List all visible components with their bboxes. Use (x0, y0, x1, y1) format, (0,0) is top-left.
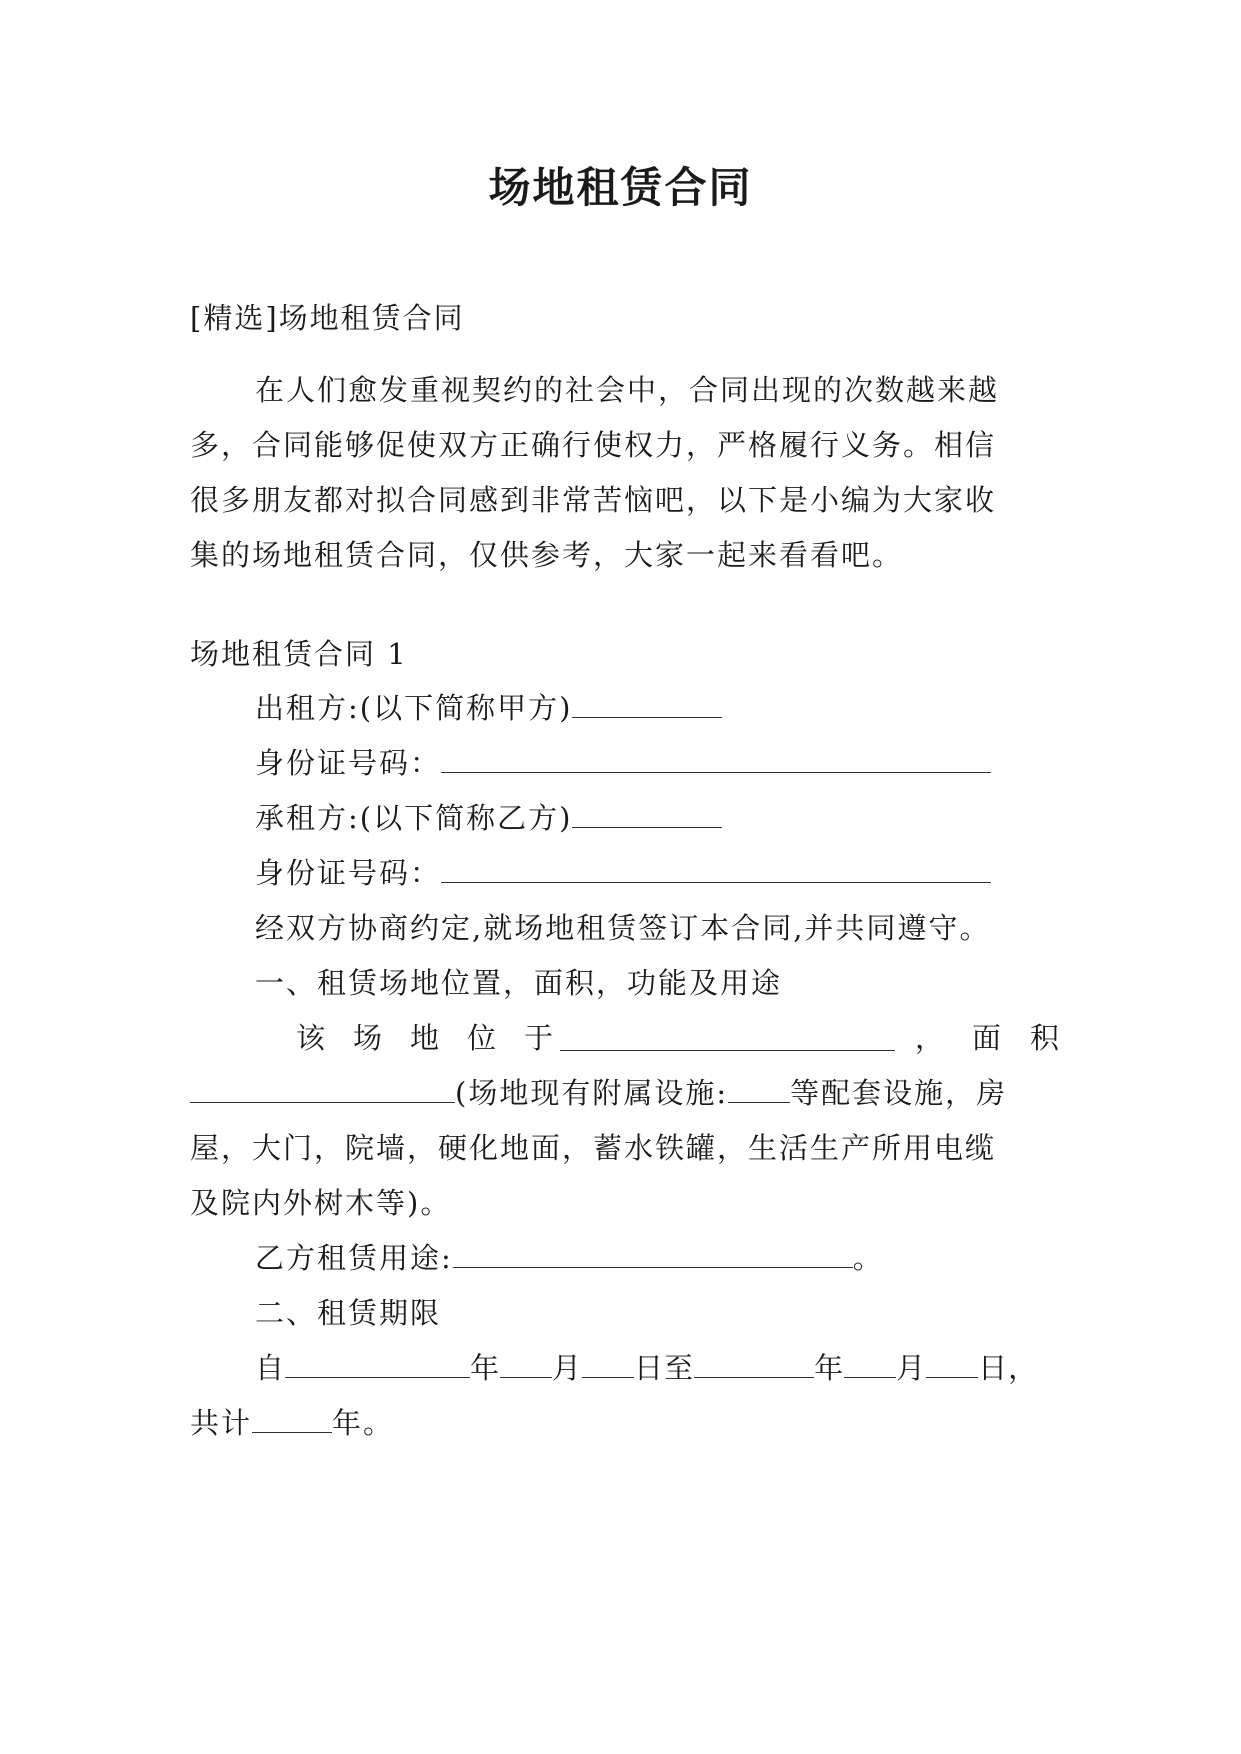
term-end-month-blank[interactable] (844, 1355, 896, 1378)
lessor-line (255, 686, 722, 727)
term-start-year-blank[interactable] (285, 1355, 470, 1378)
agreement-line: 经双方协商约定,就场地租赁签订本合同,并共同遵守。 (255, 911, 991, 945)
term-day-2: 日， (978, 1351, 1039, 1385)
lessor-id-label: 身份证号码： (255, 746, 442, 780)
term-end-year-blank[interactable] (694, 1355, 814, 1378)
intro-line-2: 多，合同能够促使双方正确行使权力，严格履行义务。相信 (190, 428, 997, 462)
lessee-line (255, 796, 722, 837)
term-end-day-blank[interactable] (926, 1355, 978, 1378)
intro-line-4: 集的场地租赁合同，仅供参考，大家一起来看看吧。 (190, 538, 904, 572)
intro-line-1: 在人们愈发重视契约的社会中，合同出现的次数越来越 (255, 373, 1000, 407)
area-blank[interactable] (190, 1080, 455, 1103)
loc-word-4: 位 (467, 1021, 499, 1055)
contract-heading: 场地租赁合同 1 (190, 637, 408, 671)
facilities-line-1 (190, 1071, 1007, 1112)
total-suffix: 年。 (332, 1406, 395, 1440)
lessee-id-blank[interactable] (441, 860, 991, 883)
lessor-id-blank[interactable] (441, 750, 991, 773)
lessor-blank[interactable] (572, 695, 722, 718)
use-label: 乙方租赁用途: (255, 1241, 453, 1275)
term-month-1: 月 (552, 1351, 583, 1385)
lessor-id-line (255, 741, 991, 782)
lessor-label: 出租方:(以下简称甲方) (255, 691, 573, 725)
section-1-heading: 一、租赁场地位置，面积，功能及用途 (255, 966, 783, 1000)
term-start-month-blank[interactable] (500, 1355, 552, 1378)
term-month-2: 月 (896, 1351, 927, 1385)
term-from: 自 (255, 1351, 286, 1385)
lessee-blank[interactable] (572, 805, 722, 828)
document-subtitle: [精选]场地租赁合同 (190, 301, 465, 335)
lessee-label: 承租方:(以下简称乙方) (255, 801, 573, 835)
loc-word-3: 地 (410, 1021, 442, 1055)
total-prefix: 共计 (190, 1406, 253, 1440)
term-year-2: 年 (814, 1351, 845, 1385)
lessee-id-line (255, 851, 991, 892)
area-word-1: 面 (972, 1021, 1004, 1055)
total-line (190, 1401, 394, 1442)
use-end: 。 (852, 1241, 884, 1275)
area-word-2: 积 (1030, 1021, 1062, 1055)
term-line (255, 1346, 1038, 1387)
total-years-blank[interactable] (252, 1410, 332, 1433)
loc-word-2: 场 (353, 1021, 385, 1055)
term-day-1: 日至 (634, 1351, 695, 1385)
facilities-blank[interactable] (728, 1080, 790, 1103)
loc-comma: ， (915, 1021, 947, 1055)
facilities-line-2: 屋，大门，院墙，硬化地面，蓄水铁罐，生活生产所用电缆 (190, 1131, 997, 1165)
section-2-heading: 二、租赁期限 (255, 1296, 442, 1330)
term-year-1: 年 (470, 1351, 501, 1385)
facilities-line-3: 及院内外树木等)。 (190, 1186, 452, 1220)
loc-word-5: 于 (524, 1021, 556, 1055)
lessee-id-label: 身份证号码： (255, 856, 442, 890)
use-line (255, 1236, 884, 1277)
location-blank[interactable] (560, 1028, 895, 1051)
document-title: 场地租赁合同 (488, 163, 753, 212)
facilities-mid: (场地现有附属设施: (455, 1076, 729, 1110)
facilities-end: 等配套设施，房 (790, 1076, 1008, 1110)
intro-line-3: 很多朋友都对拟合同感到非常苦恼吧，以下是小编为大家收 (190, 483, 997, 517)
use-blank[interactable] (453, 1245, 853, 1268)
term-start-day-blank[interactable] (582, 1355, 634, 1378)
loc-word-1: 该 (296, 1021, 328, 1055)
